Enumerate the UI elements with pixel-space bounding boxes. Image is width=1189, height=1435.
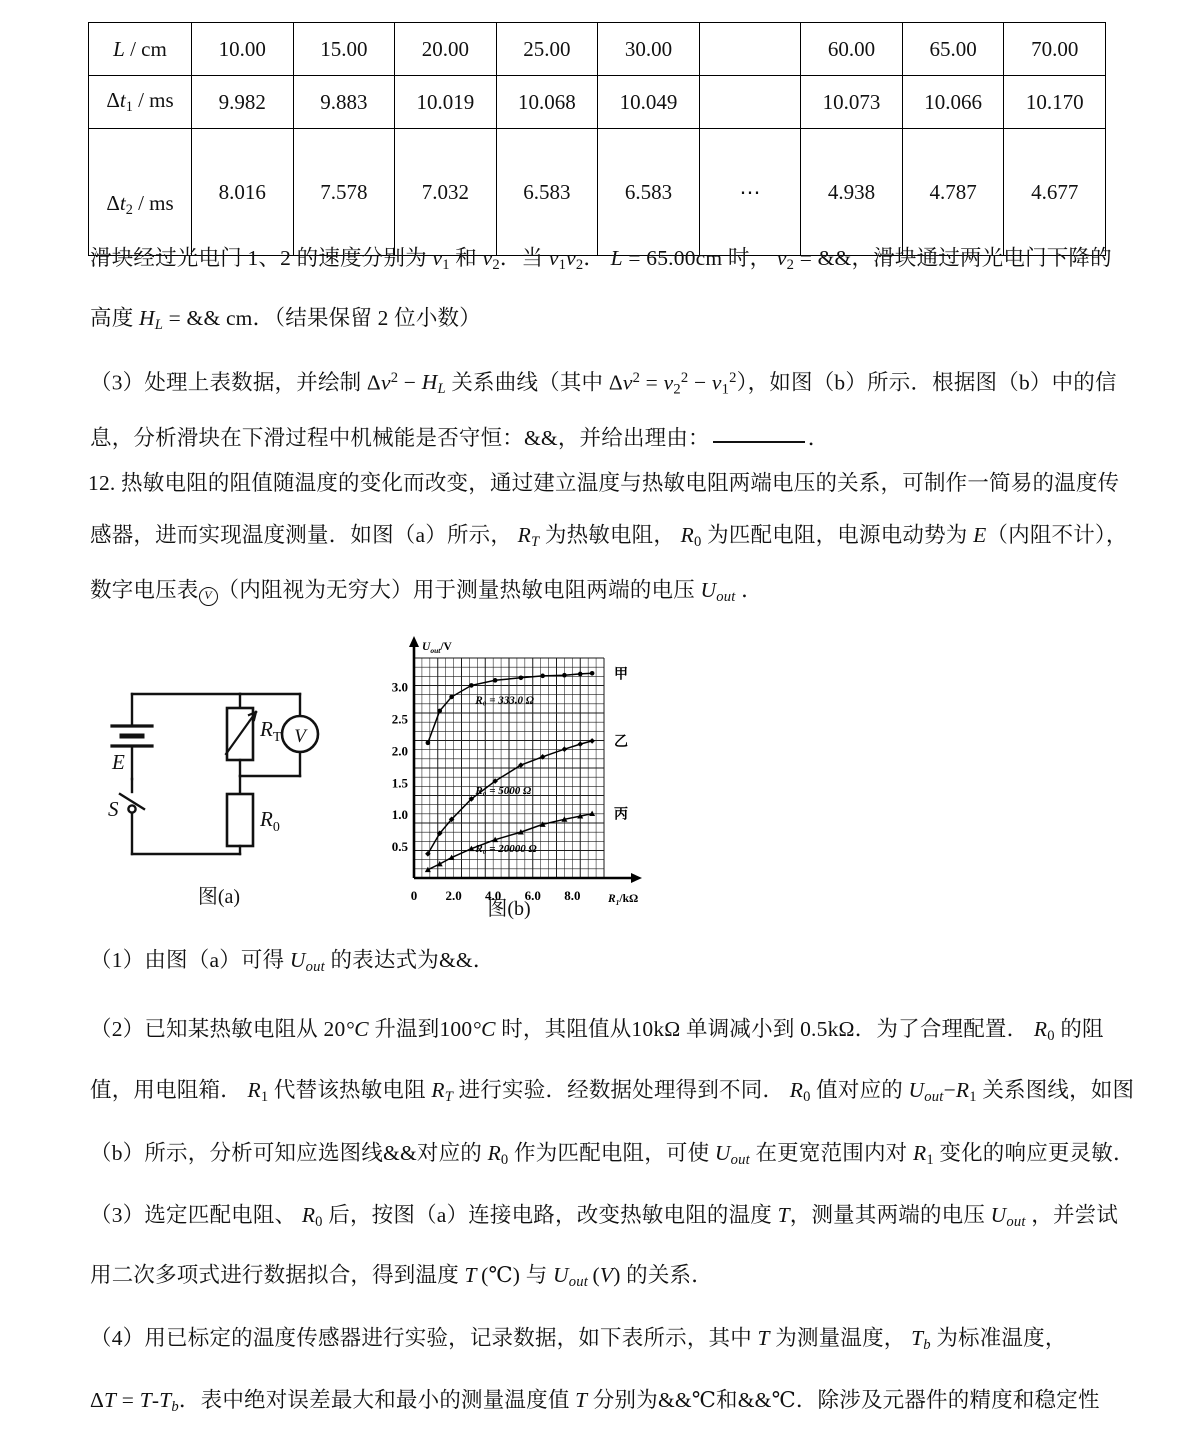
label-switch: S	[108, 797, 119, 821]
svg-text:1.5: 1.5	[391, 775, 408, 791]
table-cell: 25.00	[496, 23, 598, 76]
table-cell: 9.883	[293, 76, 395, 129]
svg-text:0.5: 0.5	[391, 839, 408, 855]
table-cell: 7.578	[293, 129, 395, 256]
table-cell: ⋯	[699, 129, 801, 256]
table-cell: 9.982	[192, 76, 294, 129]
question12-part2-line2: 值，用电阻箱． $R_1$ 代替该热敏电阻 $R_T$ 进行实验．经数据处理得到不同． $R_0$ 值对应的 $U_{out}-R_1$ 关系图线，如图	[90, 1078, 1135, 1106]
table-cell: 10.019	[395, 76, 497, 129]
figure-b-chart	[372, 630, 662, 922]
table-cell	[699, 76, 801, 129]
question12-line3: 数字电压表 V （内阻视为无穷大）用于测量热敏电阻两端的电压 $U_{out}$ ．	[90, 578, 763, 606]
svg-text:6.0: 6.0	[524, 888, 541, 903]
table-cell	[699, 23, 801, 76]
table-cell: 10.049	[598, 76, 700, 129]
svg-text:2.0: 2.0	[391, 743, 408, 759]
table-cell: 20.00	[395, 23, 497, 76]
switch-pivot	[128, 805, 135, 812]
chart-svg	[372, 630, 662, 922]
svg-text:4.0: 4.0	[485, 888, 502, 903]
circuit-svg	[104, 664, 366, 914]
svg-text:Uout/V: $U_{out}/V$	[422, 641, 452, 655]
svg-text:R₀ = 333.0 Ω: R₀ = 333.0 Ω	[475, 694, 535, 707]
question12-line2: 感器，进而实现温度测量．如图（a）所示， $R_T$ 为热敏电阻， $R_0$ 为匹配电阻，电源电动势为 E（内阻不计），	[90, 523, 1128, 551]
row-header-delta-t1: $\Delta t_1$ / ms	[89, 76, 192, 129]
table-body	[89, 23, 1106, 256]
label-emf: E	[112, 750, 125, 774]
paragraph-q3-line2: 息，分析滑块在下滑过程中机械能是否守恒：&&，并给出理由： ．	[90, 426, 830, 450]
table-cell: 10.170	[1004, 76, 1106, 129]
svg-text:0: 0	[410, 888, 418, 903]
paragraph-velocity-line1: 滑块经过光电门 1、2 的速度分别为 $v_1$ 和 $v_2$．当 $v_1v_2$． L = 65.00cm 时， $v_2$ = &&，滑块通过两光电门下降的	[90, 246, 1112, 274]
svg-text:甲: 甲	[614, 665, 628, 682]
question12-part2-line1: （2）已知某热敏电阻从 20°C 升温到100°C 时，其阻值从10kΩ 单调减小到 0.5kΩ．为了合理配置． $R_0$ 的阻	[90, 1017, 1104, 1045]
table-cell: 10.073	[801, 76, 903, 129]
table-cell: 15.00	[293, 23, 395, 76]
question12-part4-line1: （4）用已标定的温度传感器进行实验，记录数据，如下表所示，其中 T 为测量温度， $T_b$ 为标准温度，	[90, 1326, 1067, 1354]
table-cell: 4.938	[801, 129, 903, 256]
svg-text:R1/kΩ: $R_1/k\Omega$	[608, 893, 639, 907]
paragraph-q3-line1: （3）处理上表数据，并绘制 $\Delta v^2 - H_L$ 关系曲线（其中 $\Delta v^2 = v_2^2 - v_1^2$），如图（b）所示．根据图（b）中的信	[90, 370, 1117, 398]
measurement-table	[88, 22, 1106, 256]
question12-part3-line1: （3）选定匹配电阻、 $R_0$ 后，按图（a）连接电路，改变热敏电阻的温度 T，测量其两端的电压 $U_{out}$ ，并尝试	[90, 1203, 1119, 1231]
answer-blank[interactable]	[713, 441, 805, 443]
svg-text:3.0: 3.0	[391, 679, 408, 695]
table-cell: 60.00	[801, 23, 903, 76]
label-thermistor: $R_T$	[260, 717, 282, 745]
svg-text:丙: 丙	[614, 805, 628, 822]
question12-part4-line2: $\Delta T = T-T_b$．表中绝对误差最大和最小的测量温度值 T 分别为&&℃和&&℃．除涉及元器件的精度和稳定性	[90, 1388, 1100, 1416]
table-cell: 65.00	[902, 23, 1004, 76]
figure-b-caption: 图(b)	[487, 898, 531, 920]
svg-text:2.0: 2.0	[445, 888, 462, 903]
table-cell: 6.583	[598, 129, 700, 256]
figure-a-circuit	[104, 664, 366, 914]
table-cell: 70.00	[1004, 23, 1106, 76]
svg-text:1.0: 1.0	[391, 807, 408, 823]
svg-text:2.5: 2.5	[391, 711, 408, 727]
table-row	[89, 23, 1106, 76]
table-cell: 7.032	[395, 129, 497, 256]
svg-text:乙: 乙	[614, 732, 628, 749]
question12-part1: （1）由图（a）可得 $U_{out}$ 的表达式为&&．	[90, 948, 495, 976]
voltmeter-icon: V	[199, 587, 218, 606]
table-cell: 8.016	[192, 129, 294, 256]
table-cell: 4.787	[902, 129, 1004, 256]
svg-text:8.0: 8.0	[564, 888, 581, 903]
table-cell: 10.068	[496, 76, 598, 129]
table-cell: 30.00	[598, 23, 700, 76]
match-resistor-body	[227, 794, 253, 846]
table-row	[89, 129, 1106, 256]
question12-line1: 12. 热敏电阻的阻值随温度的变化而改变，通过建立温度与热敏电阻两端电压的关系，可制作一简易的温度传	[88, 471, 1120, 495]
label-voltmeter: V	[294, 726, 306, 747]
table-cell: 10.00	[192, 23, 294, 76]
paragraph-velocity-line2: 高度 $H_L$ = && cm．（结果保留 2 位小数）	[90, 306, 481, 334]
row-header-length: L / cm	[89, 23, 192, 76]
row-header-delta-t2: $\Delta t_2$ / ms	[89, 129, 192, 256]
table-cell: 4.677	[1004, 129, 1106, 256]
table-cell: 10.066	[902, 76, 1004, 129]
svg-text:R₀ = 20000 Ω: R₀ = 20000 Ω	[475, 843, 537, 856]
question12-part3-line2: 用二次多项式进行数据拟合，得到温度 T (℃) 与 $U_{out}$ (V) 的关系．	[90, 1263, 713, 1291]
label-match-resistor: $R_0$	[260, 807, 280, 835]
question12-part2-line3: （b）所示，分析可知应选图线&&对应的 $R_0$ 作为匹配电阻，可使 $U_{out}$ 在更宽范围内对 $R_1$ 变化的响应更灵敏．	[90, 1141, 1135, 1169]
table-row	[89, 76, 1106, 129]
table-cell: 6.583	[496, 129, 598, 256]
svg-text:R₀ = 5000 Ω: R₀ = 5000 Ω	[475, 785, 532, 797]
figure-a-caption: 图(a)	[197, 886, 241, 908]
